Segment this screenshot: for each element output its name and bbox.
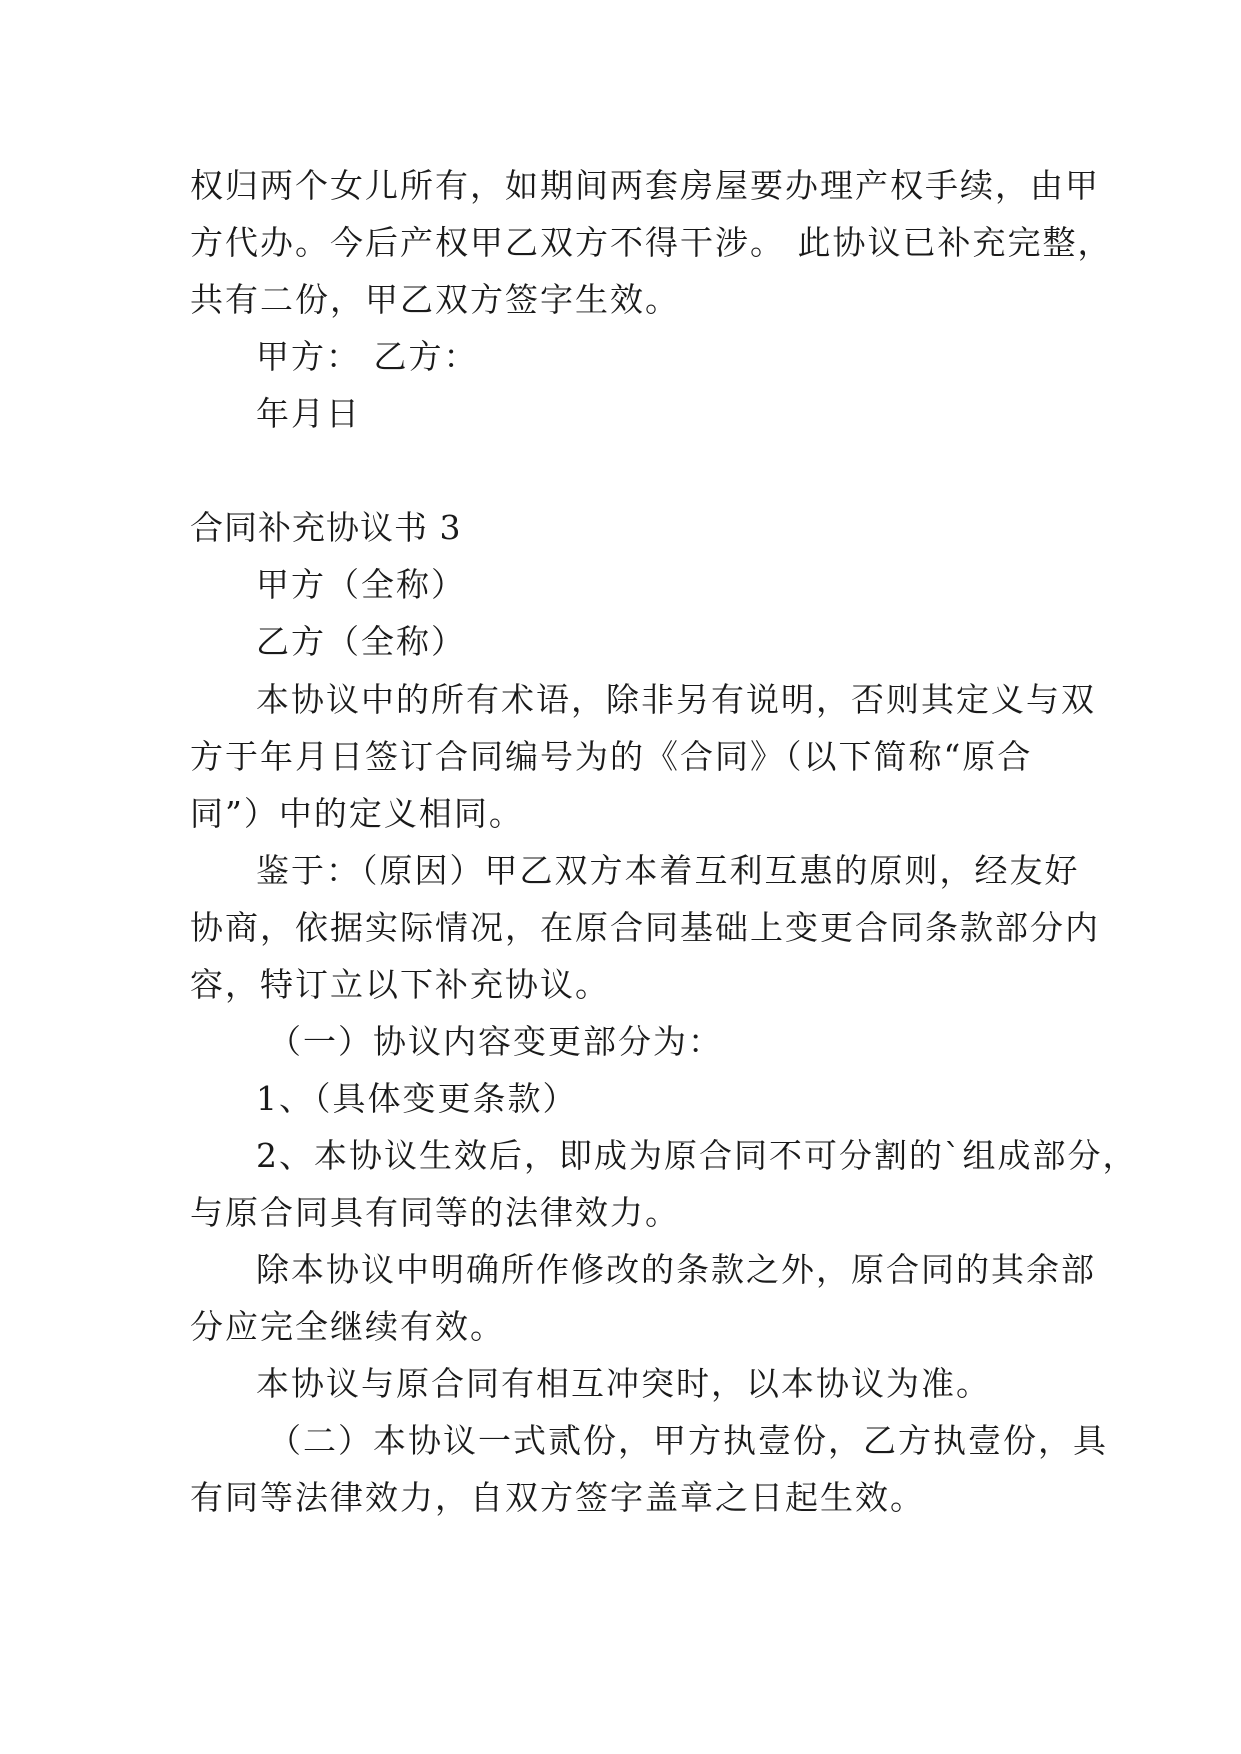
text-line: 同”）中的定义相同。 <box>190 794 524 833</box>
text-line: 鉴于：（原因）甲乙双方本着互利互惠的原则，经友好 <box>256 851 1080 890</box>
clause-item: 1、（具体变更条款） <box>256 1079 578 1118</box>
party-b-line: 乙方（全称） <box>256 622 466 661</box>
text-line: 方于年月日签订合同编号为的《合同》（以下简称“原合 <box>190 737 1033 776</box>
section-heading: 合同补充协议书 3 <box>190 508 462 547</box>
text-line: 协商，依据实际情况，在原合同基础上变更合同条款部分内 <box>190 908 1100 947</box>
signature-line: 甲方： 乙方： <box>256 337 479 376</box>
party-a-line: 甲方（全称） <box>256 565 466 604</box>
text-line: 除本协议中明确所作修改的条款之外，原合同的其余部 <box>256 1250 1096 1289</box>
clause-heading: （二）本协议一式贰份，甲方执壹份，乙方执壹份，具 <box>268 1421 1108 1460</box>
text-line: 本协议中的所有术语，除非另有说明，否则其定义与双 <box>256 680 1096 719</box>
text-line: 与原合同具有同等的法律效力。 <box>190 1193 680 1232</box>
text-line: 共有二份，甲乙双方签字生效。 <box>190 280 680 319</box>
date-line: 年月日 <box>256 394 361 433</box>
text-line: 有同等法律效力，自双方签字盖章之日起生效。 <box>190 1478 925 1517</box>
text-line: 权归两个女儿所有，如期间两套房屋要办理产权手续，由甲 <box>190 166 1100 205</box>
text-line: 容，特订立以下补充协议。 <box>190 965 610 1004</box>
text-line: 方代办。今后产权甲乙双方不得干涉。 此协议已补充完整， <box>190 223 1113 262</box>
text-line: 分应完全继续有效。 <box>190 1307 505 1346</box>
clause-item: 2、本协议生效后，即成为原合同不可分割的`组成部分， <box>256 1136 1138 1175</box>
clause-heading: （一）协议内容变更部分为： <box>268 1022 723 1061</box>
text-line: 本协议与原合同有相互冲突时，以本协议为准。 <box>256 1364 991 1403</box>
